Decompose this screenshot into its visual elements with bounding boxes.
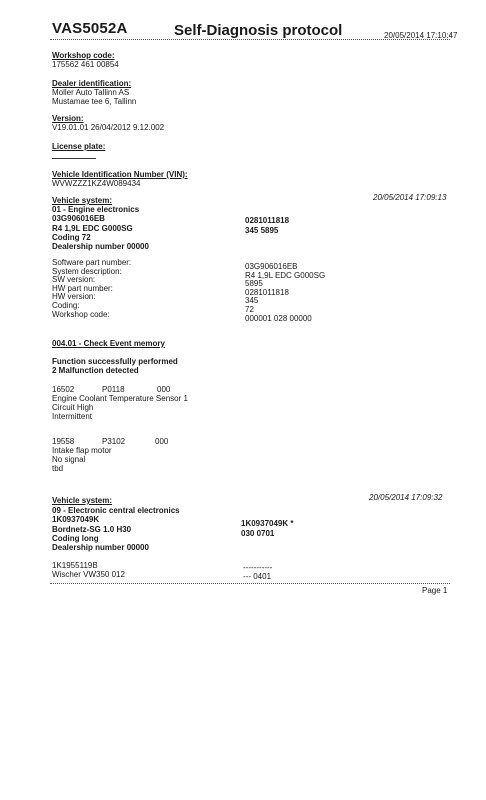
detail-value: 5895 (245, 279, 263, 289)
detail-value: 345 (245, 296, 259, 306)
system2-part: 1K0937049K (52, 515, 100, 524)
version-value: V19.01.01 26/04/2012 9.12.002 (52, 123, 165, 132)
system1-right1: 0281011818 (245, 216, 290, 225)
dealer-label: Dealer identification: (52, 79, 132, 88)
document-title: Self-Diagnosis protocol (174, 22, 343, 39)
workshop-code-label: Workshop code: (52, 51, 115, 60)
fault1-line3: Intermittent (52, 412, 93, 421)
page-number: Page 1 (422, 586, 448, 595)
system2-sub-right1: ----------- (243, 563, 273, 572)
detail-label: Workshop code: (52, 309, 110, 319)
detail-value: 000001 028 00000 (245, 313, 312, 323)
system2-right2: 030 0701 (241, 529, 275, 538)
system1-datetime: 20/05/2014 17:09:13 (373, 193, 447, 202)
detail-label: HW part number: (52, 283, 113, 293)
fault1-code: 16502 (52, 385, 75, 394)
vin-value: WVWZZZ1KZ4W089434 (52, 179, 141, 188)
system1-detail-labels (52, 259, 131, 319)
system1-part: 03G906016EB (52, 214, 105, 223)
fault2-line1: Intake flap motor (52, 446, 112, 455)
event-status-1: Function successfully performed (52, 357, 178, 366)
system1-name: 01 - Engine electronics (52, 205, 140, 214)
fault2-code: 19558 (52, 437, 75, 446)
event-status-2: 2 Malfunction detected (52, 366, 139, 375)
detail-value: 0281011818 (245, 287, 289, 297)
detail-label: Coding: (52, 300, 80, 310)
system2-dealer-number: Dealership number 00000 (52, 543, 149, 552)
system1-coding: Coding 72 (52, 233, 91, 242)
vin-label: Vehicle Identification Number (VIN): (52, 170, 188, 179)
system2-name: 09 - Electronic central electronics (52, 506, 180, 515)
event-memory-label: 004.01 - Check Event memory (52, 339, 165, 348)
system2-sub-name: Wischer VW350 012 (52, 570, 125, 579)
license-plate-blank (52, 158, 96, 159)
detail-label: HW version: (52, 292, 96, 302)
detail-label: SW version: (52, 275, 96, 285)
header-divider (50, 39, 450, 40)
dealer-line1: Moller Auto Tallinn AS (52, 88, 130, 97)
dealer-line2: Mustamae tee 6, Tallinn (52, 97, 137, 106)
fault2-line2: No signal (52, 455, 86, 464)
fault2-line3: tbd (52, 464, 64, 473)
detail-value: R4 1,9L EDC G000SG (245, 270, 326, 280)
system2-right1: 1K0937049K * (241, 519, 294, 528)
fault1-line1: Engine Coolant Temperature Sensor 1 (52, 394, 188, 403)
system1-detail-values (245, 263, 325, 323)
detail-value: 72 (245, 304, 254, 314)
system2-coding: Coding long (52, 534, 99, 543)
system1-engine: R4 1,9L EDC G000SG (52, 224, 133, 233)
version-label: Version: (52, 114, 84, 123)
system1-label: Vehicle system: (52, 196, 113, 205)
header-datetime: 20/05/2014 17:10:47 (384, 31, 458, 40)
detail-label: Software part number: (52, 258, 132, 267)
fault2-pcode: P3102 (102, 437, 126, 446)
workshop-code-value: 175562 461 00854 (52, 60, 119, 69)
fault1-line2: Circuit High (52, 403, 94, 412)
system1-dealer-number: Dealership number 00000 (52, 242, 149, 251)
system2-sub-right2: --- 0401 (243, 572, 272, 581)
system1-right2: 345 5895 (245, 226, 279, 235)
system2-module: Bordnetz-SG 1.0 H30 (52, 525, 132, 534)
detail-value: 03G906016EB (245, 262, 298, 271)
fault1-number: 000 (157, 385, 171, 394)
system2-label: Vehicle system: (52, 496, 113, 505)
system2-sub-part: 1K1955119B (52, 561, 98, 570)
footer-divider (50, 583, 450, 584)
detail-label: System description: (52, 266, 122, 276)
license-plate-label: License plate: (52, 142, 106, 151)
device-brand: VAS5052A (52, 20, 128, 37)
system2-datetime: 20/05/2014 17:09:32 (369, 493, 443, 502)
fault2-number: 000 (155, 437, 169, 446)
fault1-pcode: P0118 (102, 385, 125, 394)
